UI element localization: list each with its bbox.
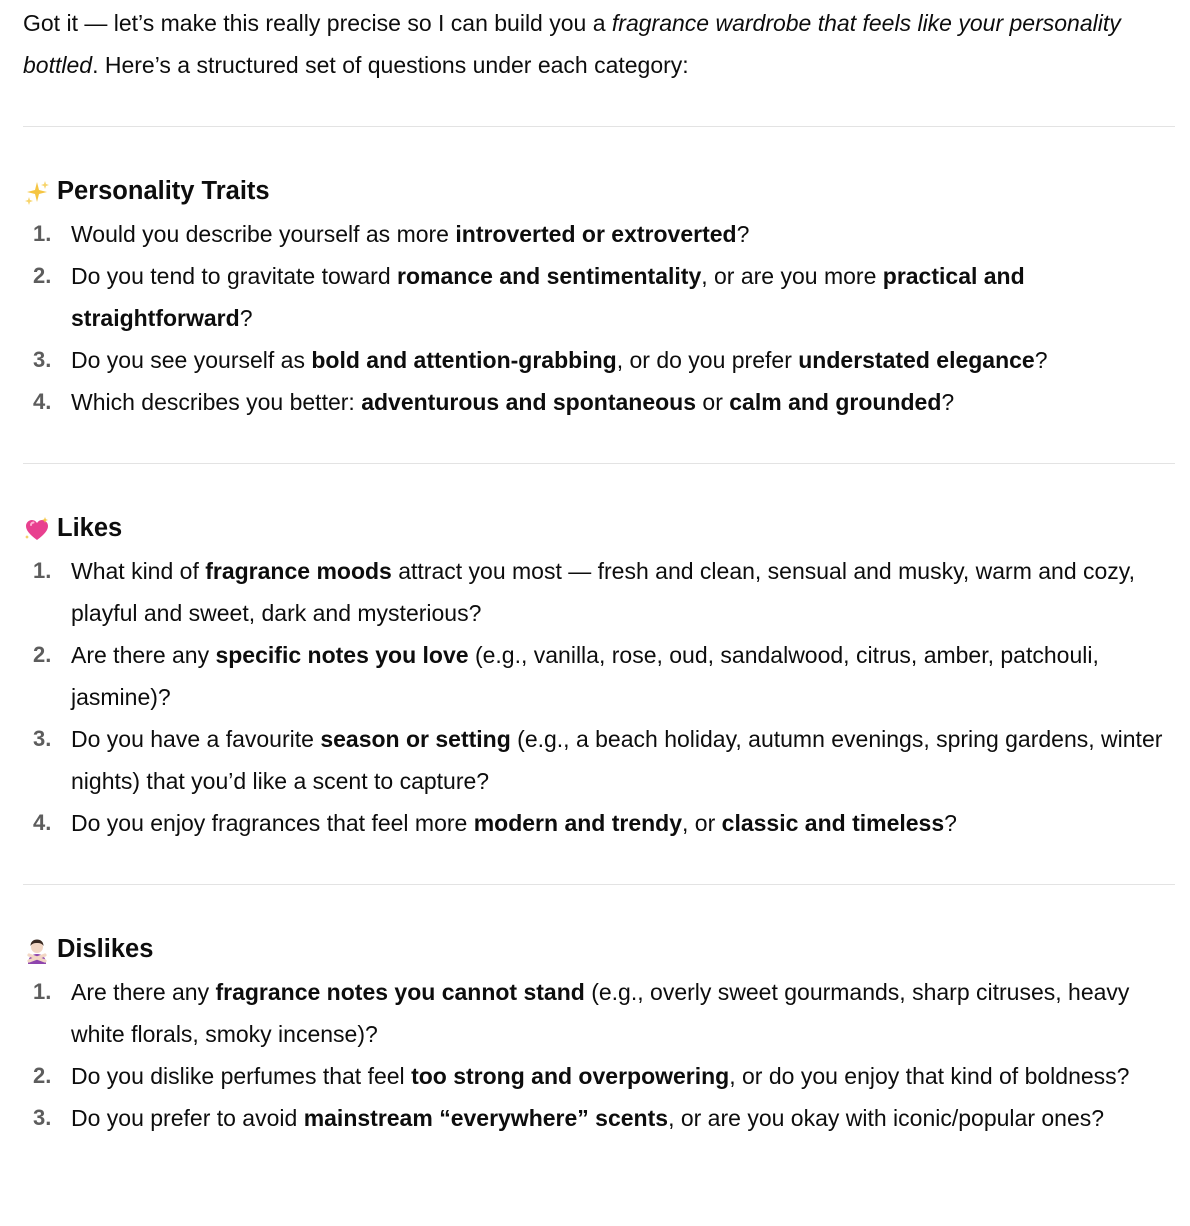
intro-text-part1: Got it — let’s make this really precise so I can build you a [23,10,612,36]
list-item: 1. What kind of fragrance moods attract you most — fresh and clean, sensual and musky, warm and cozy, playful and sweet, dark and mysterious? [33,558,1135,626]
question-list [23,971,1175,1139]
list-item: 2. Do you tend to gravitate toward romance and sentimentality, or are you more practical and straightforward? [33,263,1025,331]
list-item: 4. Which describes you better: adventurous and spontaneous or calm and grounded? [33,389,955,415]
section-divider [23,463,1175,464]
section-title: Personality Traits [57,177,270,205]
question-list [23,213,1175,423]
section-title: Likes [57,514,123,542]
list-item: 3. Do you prefer to avoid mainstream “everywhere” scents, or are you okay with iconic/popular ones? [33,1105,1105,1131]
question-list [23,550,1175,844]
intro-text-part2: . Here’s a structured set of questions under each category: [92,52,689,78]
intro-emphasis: fragrance wardrobe that feels like your personality bottled [23,10,1121,78]
list-item: 1. Are there any fragrance notes you cannot stand (e.g., overly sweet gourmands, sharp citruses, heavy white florals, smoky incense)? [33,979,1130,1047]
list-item: 4. Do you enjoy fragrances that feel more modern and trendy, or classic and timeless? [33,810,957,836]
list-item: 3. Do you see yourself as bold and attention-grabbing, or do you prefer understated elegance? [33,347,1048,373]
list-item: 1. Would you describe yourself as more introverted or extroverted? [33,221,750,247]
sparkling-heart-icon [23,514,51,542]
section-heading [23,506,1175,550]
section-likes [23,506,1175,844]
list-item: 3. Do you have a favourite season or setting (e.g., a beach holiday, autumn evenings, spring gardens, winter nights) that you’d like a scent to capture? [33,726,1163,794]
chat-message [0,2,1190,1139]
sparkles-icon [23,177,51,205]
list-item: 2. Do you dislike perfumes that feel too strong and overpowering, or do you enjoy that kind of boldness? [33,1063,1130,1089]
intro-paragraph [23,2,1175,86]
section-dislikes [23,927,1175,1139]
section-title: Dislikes [57,935,154,963]
section-personality-traits [23,169,1175,423]
section-heading [23,927,1175,971]
list-item: 2. Are there any specific notes you love (e.g., vanilla, rose, oud, sandalwood, citrus, amber, patchouli, jasmine)? [33,642,1099,710]
section-divider [23,884,1175,885]
person-gesturing-no-icon [23,935,51,963]
section-divider [23,126,1175,127]
section-heading [23,169,1175,213]
